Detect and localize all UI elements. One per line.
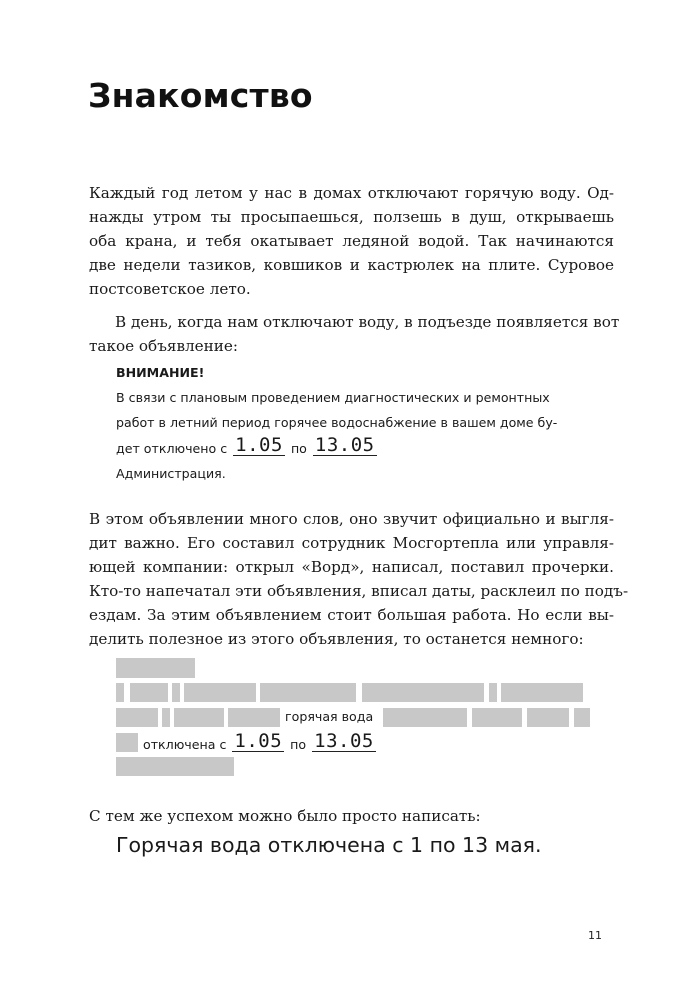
redaction-bar (116, 757, 234, 776)
page-number: 11 (588, 929, 602, 942)
redaction-bar (174, 708, 224, 727)
chapter-title: Знакомство (88, 76, 313, 115)
redaction-bar (116, 733, 138, 752)
text-line: нажды утром ты просыпаешься, ползешь в душ, открываешь (89, 208, 614, 226)
text-line: такое объявление: (89, 337, 238, 355)
redaction-bar (472, 708, 522, 727)
redaction-bar (501, 683, 583, 702)
date-separator: по (290, 737, 307, 752)
intro-paragraph (89, 181, 614, 301)
redaction-bar (489, 683, 497, 702)
redaction-bar (228, 708, 280, 727)
redaction-bar (574, 708, 590, 727)
redaction-bar (362, 683, 484, 702)
redaction-bar (116, 708, 158, 727)
redaction-bar (383, 708, 467, 727)
text-line: оба крана, и тебя окатывает ледяной водой. Так начинаются (89, 232, 614, 250)
redaction-bar (260, 683, 356, 702)
redaction-bar (172, 683, 180, 702)
text-line: В день, когда нам отключают воду, в подъезде появляется вот (115, 313, 620, 331)
text-line: ездам. За этим объявлением стоит большая работа. Но если вы- (89, 606, 614, 624)
notice-date-line (116, 435, 596, 461)
notice-line: работ в летний период горячее водоснабжение в вашем доме бу- (116, 415, 558, 430)
closing-paragraph (89, 804, 614, 828)
redaction-bar (116, 658, 195, 678)
redacted-date-line (143, 731, 378, 752)
text-line: ющей компании: открыл «Ворд», написал, поставил прочерки. (89, 558, 614, 576)
third-paragraph (89, 507, 629, 651)
notice-date-prefix: дет отключено с (116, 441, 228, 456)
handwritten-date-from: 1.05 (235, 434, 283, 456)
text-line: С тем же успехом можно было просто написать: (89, 807, 481, 825)
redaction-bar (162, 708, 170, 727)
notice-block (116, 360, 596, 486)
handwritten-date-to: 13.05 (314, 434, 375, 456)
redaction-bar (130, 683, 168, 702)
handwritten-date-to: 13.05 (314, 730, 374, 752)
redaction-bar (116, 683, 124, 702)
text-line: дит важно. Его составил сотрудник Мосгортепла или управля- (89, 534, 614, 552)
notice-signature: Администрация. (116, 466, 226, 481)
text-line: постсоветское лето. (89, 280, 251, 298)
redaction-bar (184, 683, 256, 702)
date-separator: по (290, 441, 307, 456)
text-line: В этом объявлении много слов, оно звучит официально и выгля- (89, 510, 614, 528)
text-line: Каждый год летом у нас в домах отключают горячую воду. Од- (89, 184, 614, 202)
notice-line: В связи с плановым проведением диагностических и ремонтных (116, 390, 550, 405)
simplified-statement: Горячая вода отключена с 1 по 13 мая. (116, 833, 542, 857)
redaction-bar (527, 708, 569, 727)
text-line: Кто-то напечатал эти объявления, вписал даты, расклеил по подъ- (89, 582, 629, 600)
text-line: две недели тазиков, ковшиков и кастрюлек на плите. Суровое (89, 256, 614, 274)
text-line: делить полезное из этого объявления, то останется немного: (89, 630, 584, 648)
second-paragraph (89, 310, 620, 358)
handwritten-date-from: 1.05 (234, 730, 283, 752)
date-prefix: отключена с (143, 737, 227, 752)
notice-heading: ВНИМАНИЕ! (116, 365, 205, 380)
kept-phrase: горячая вода (285, 709, 374, 724)
